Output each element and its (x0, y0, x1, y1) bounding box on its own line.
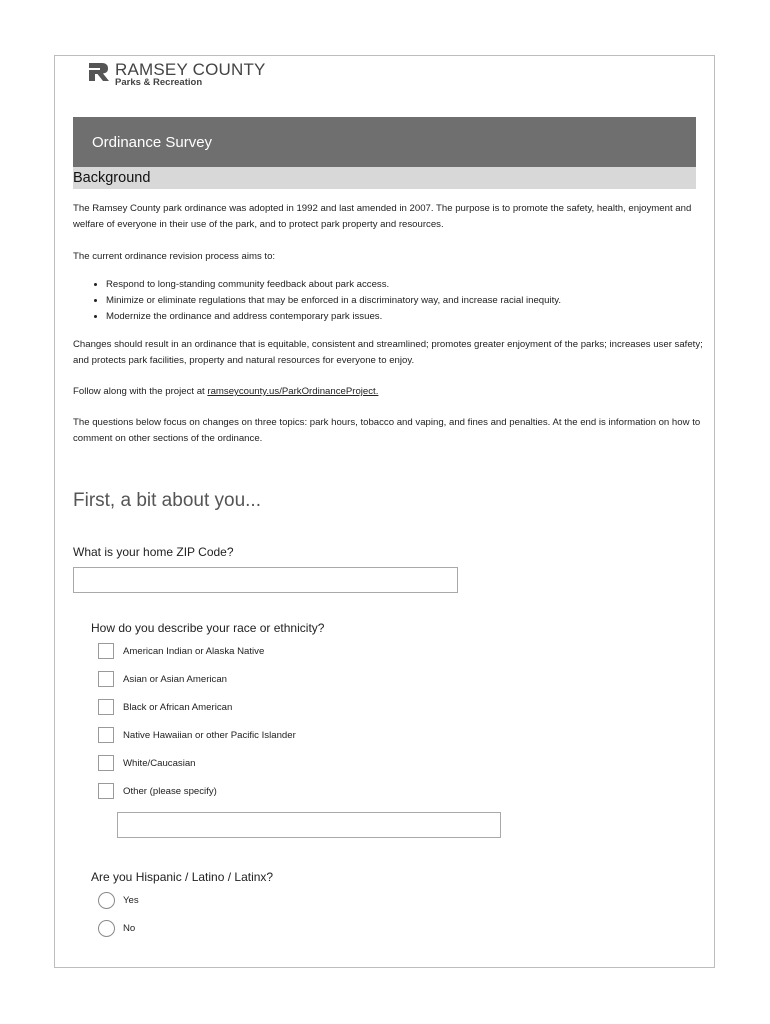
zip-input[interactable] (73, 567, 458, 593)
section-title: Background (73, 170, 151, 186)
logo-title: RAMSEY COUNTY (115, 60, 266, 79)
race-option-label: Other (please specify) (123, 786, 217, 797)
race-checkbox[interactable] (98, 755, 114, 771)
list-item: • Respond to long-standing community feedback about park access. (106, 277, 706, 293)
race-option-label: American Indian or Alaska Native (123, 646, 265, 657)
race-option[interactable] (98, 755, 518, 773)
list-item: • Modernize the ordinance and address contemporary park issues. (106, 309, 706, 325)
follow-along-text: Follow along with the project at (73, 386, 208, 397)
background-paragraph-5: The questions below focus on changes on three topics: park hours, tobacco and vaping, and fines and penalties. At the end is information on how to comment on other sections of the ordinance. (73, 417, 701, 444)
list-item: • Minimize or eliminate regulations that may be enforced in a discriminatory way, and increase racial inequity. (106, 293, 706, 309)
background-paragraph-1: The Ramsey County park ordinance was adopted in 1992 and last amended in 2007. The purpose is to promote the safety, health, enjoyment and welfare of everyone in their use of the park, and to protect park property and resources. (73, 203, 692, 230)
hispanic-radio[interactable] (98, 892, 115, 909)
race-option-label: Black or African American (123, 702, 233, 713)
section-header (73, 167, 696, 189)
race-checkbox[interactable] (98, 671, 114, 687)
race-option[interactable] (98, 671, 518, 689)
race-option-label: White/Caucasian (123, 758, 196, 769)
race-option[interactable] (98, 783, 518, 801)
race-checkbox[interactable] (98, 643, 114, 659)
background-paragraph-4 (73, 384, 703, 400)
about-heading: First, a bit about you... (73, 490, 261, 511)
race-option[interactable] (98, 699, 518, 717)
background-paragraph-2: The current ordinance revision process aims to: (73, 251, 276, 262)
hispanic-option[interactable] (98, 920, 518, 938)
race-other-input[interactable] (117, 812, 501, 838)
background-paragraph-3: Changes should result in an ordinance that is equitable, consistent and streamlined; promotes greater enjoyment of the parks; increases user safety; and protects park facilities, property and natural resources for everyone to enjoy. (73, 339, 703, 366)
hispanic-question-label: Are you Hispanic / Latino / Latinx? (91, 870, 274, 884)
aims-list (90, 277, 706, 325)
survey-header (73, 117, 696, 167)
ramsey-county-logo (87, 60, 267, 90)
race-checkbox[interactable] (98, 699, 114, 715)
race-option[interactable] (98, 643, 518, 661)
hispanic-radio[interactable] (98, 920, 115, 937)
zip-question-label: What is your home ZIP Code? (73, 545, 234, 559)
hispanic-option[interactable] (98, 892, 518, 910)
race-checkbox[interactable] (98, 783, 114, 799)
race-checkbox[interactable] (98, 727, 114, 743)
race-option[interactable] (98, 727, 518, 745)
logo-subtitle: Parks & Recreation (115, 77, 203, 88)
survey-title: Ordinance Survey (92, 134, 213, 151)
race-option-label: Asian or Asian American (123, 674, 227, 685)
ramsey-county-logo-mark-icon (87, 60, 111, 84)
hispanic-option-label: Yes (123, 895, 139, 906)
project-link[interactable]: ramseycounty.us/ParkOrdinanceProject. (207, 386, 379, 397)
race-question-label: How do you describe your race or ethnicity? (91, 621, 325, 635)
race-option-label: Native Hawaiian or other Pacific Islander (123, 730, 296, 741)
hispanic-option-label: No (123, 923, 136, 934)
